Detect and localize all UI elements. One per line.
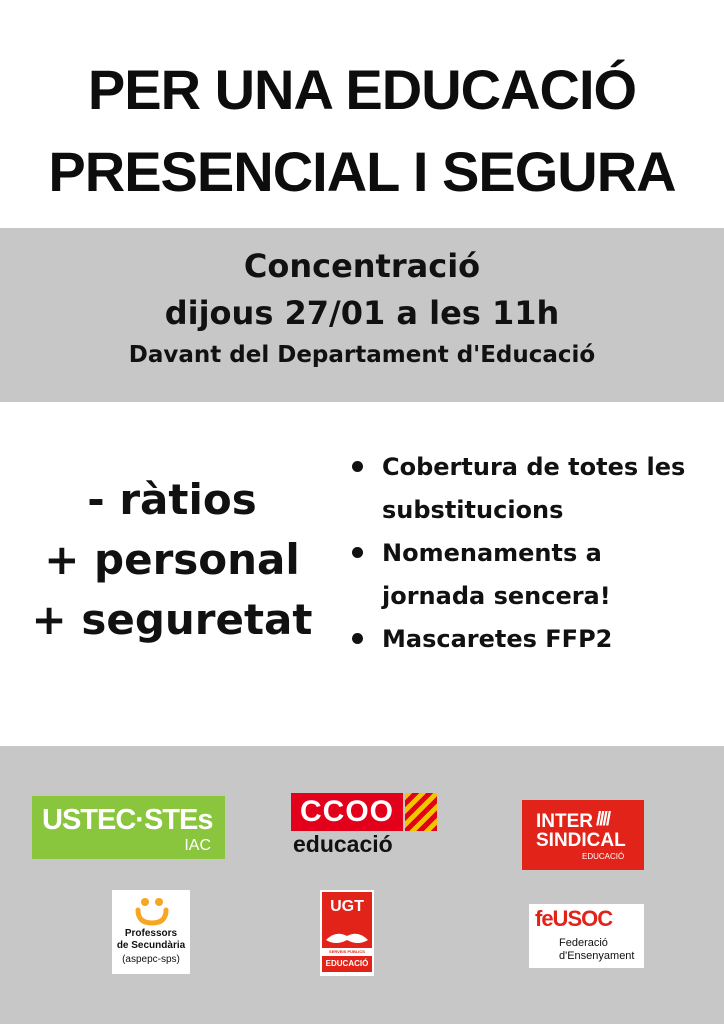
bullet-icon — [352, 461, 363, 472]
feusoc-logo — [529, 904, 644, 968]
ustec-logo — [32, 796, 225, 859]
bullet-icon — [352, 547, 363, 558]
aspepc-mark-icon — [134, 896, 170, 926]
aspepc-logo-text — [112, 928, 190, 952]
feusoc-brand: feUSOC — [535, 906, 613, 931]
intersindical-logo-line1: INTER — [536, 811, 593, 832]
intersindical-logo — [522, 800, 644, 870]
intersindical-logo-sub: EDUCACIÓ — [582, 852, 625, 861]
bullet-icon — [352, 633, 363, 644]
headline-line-1: PER UNA EDUCACIÓ — [87, 58, 637, 121]
aspepc-line3: (aspepc-sps) — [122, 954, 180, 965]
event-location: Davant del Departament d'Educació — [128, 342, 596, 368]
intersindical-logo-line2: SINDICAL — [536, 830, 626, 851]
slogan-seguretat: + seguretat — [31, 595, 313, 644]
demand-list — [350, 446, 710, 661]
slogan-list — [22, 470, 322, 650]
ugt-logo — [320, 890, 374, 976]
ugt-logo-name: UGT — [322, 892, 372, 926]
demand-text: Nomenaments a jornada sencera! — [382, 539, 611, 610]
handshake-icon — [322, 926, 372, 948]
aspepc-line2: de Secundària — [116, 940, 186, 951]
feusoc-line1: Federació — [559, 937, 608, 949]
demand-text: Cobertura de totes les substitucions — [382, 453, 686, 524]
aspepc-logo — [112, 890, 190, 974]
ccoo-logo — [291, 793, 441, 857]
ccoo-logo-name: CCOO — [291, 793, 403, 831]
demand-item — [350, 618, 710, 661]
slogan-personal: + personal — [44, 535, 300, 584]
aspepc-line1: Professors — [124, 928, 178, 939]
ustec-logo-name: USTEC·STEs — [42, 804, 213, 836]
senyera-icon — [405, 793, 437, 831]
ugt-logo-sub: EDUCACIÓ — [322, 956, 372, 972]
intersindical-slashes: //// — [596, 809, 610, 830]
ustec-logo-sub: IAC — [184, 837, 211, 854]
logos-band — [0, 746, 724, 1024]
feusoc-line2: d'Ensenyament — [559, 950, 635, 962]
headline-line-2: PRESENCIAL I SEGURA — [48, 140, 676, 203]
demand-item — [350, 532, 710, 618]
slogan-ratios: - ràtios — [87, 475, 257, 524]
ccoo-logo-sub: educació — [293, 831, 393, 857]
ugt-logo-small: SERVEIS PÚBLICS — [329, 949, 365, 954]
event-datetime: dijous 27/01 a les 11h — [164, 294, 560, 332]
event-type: Concentració — [243, 247, 481, 285]
demand-text: Mascaretes FFP2 — [382, 625, 613, 653]
demand-item — [350, 446, 710, 532]
